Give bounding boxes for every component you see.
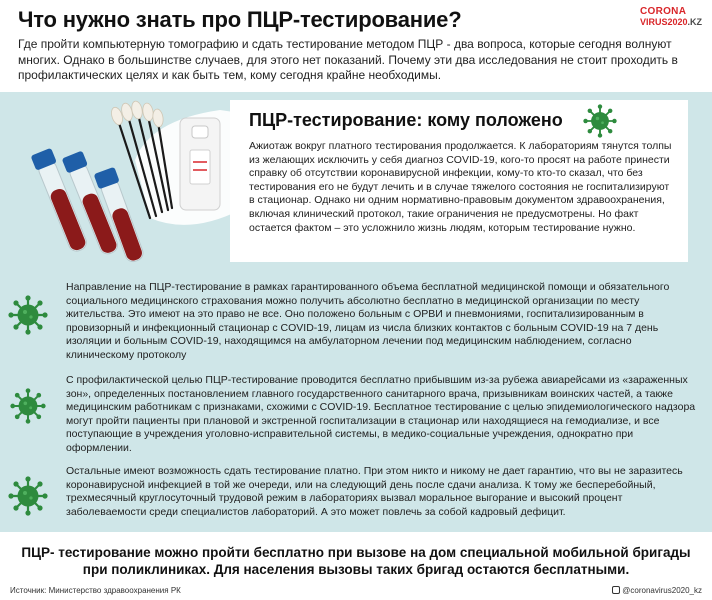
virus-icon bbox=[8, 476, 48, 516]
virus-icon bbox=[583, 104, 617, 138]
logo-line2-suffix: .KZ bbox=[687, 17, 702, 27]
paragraph-free-referral: Направление на ПЦР-тестирование в рамках гарантированного объема бесплатной медицинской помощи и обязательного социального медицинского страхования можно получить абсолютно бесплатно в медицинской организации по месту жительства. Это имеют на это право не все. Оно положено больным с ОРВИ и пневмониями, госпитализированным в провизорный и инфекционный стационар с COVID-19, лицам из числа близких контактов с больным COVID-19 на 7 день изоляции и больным COVID-19, находящимся на амбулаторном лечении под медицинским наблюдением, согласно клиническому протоколу bbox=[66, 281, 670, 361]
card-title: ПЦР-тестирование: кому положено bbox=[249, 110, 563, 130]
footer-handle-text: @coronavirus2020_kz bbox=[622, 586, 702, 595]
footer-handle bbox=[612, 586, 702, 595]
page-title: Что нужно знать про ПЦР-тестирование? bbox=[18, 7, 462, 32]
footer-source: Источник: Министерство здравоохранения РК bbox=[10, 586, 181, 595]
paragraph-paid-testing: Остальные имеют возможность сдать тестирование платно. При этом никто и никому не дает гарантию, что вы не заразитесь коронавирусной инфекцией в той же очереди, или на следующий день после сдачи анализа. К тому же бесперебойный, трехмесячный круглосуточный трудовой режим в лабораториях вызвал моральное выгорание и высокий процент заболеваемости среди специалистов лабораторий. А это может повлечь за собой кадровый дефицит. bbox=[66, 465, 683, 518]
instagram-icon bbox=[612, 586, 620, 594]
paragraph-preventive-testing: С профилактической целью ПЦР-тестирование проводится бесплатно прибывшим из-за рубежа авиарейсами из «зараженных зон», определенных постановлением главного государственного санитарного врача, призывникам воинских частей, а также медицинским работникам с признаками, схожими с COVID-19. Бесплатное тестирование с целью эпидемиологического надзора могут пройти пациенты при плановой и экстренной госпитализации в стационар или находящиеся на гемодиализе, и все поступающие в учреждения уголовно-исправительной системы, в медико-социальные учреждения, однократно при оформлении. bbox=[66, 374, 696, 454]
virus-icon bbox=[10, 388, 46, 424]
virus-icon bbox=[8, 295, 48, 335]
card-text: Ажиотаж вокруг платного тестирования продолжается. К лабораториям тянутся толпы из желающих исключить у себя диагноз COVID-19, кого-то просят на работе принести справку об отсутствии коронавирусной инфекции, кому-то кто-то сказал, что без тестирования его не будут лечить и в случае тяжелого состояния не госпитализируют в стационар. Однако ни одним нормативно-правовым документом здравоохранения, включая клинический протокол, такие ограничения не предусмотрены. Но факт остается фактом – это усложнило жизнь людям, которым тестирование нужно. bbox=[249, 140, 672, 234]
intro-text: Где пройти компьютерную томографию и сдать тестирование методом ПЦР - два вопроса, которые сегодня волнуют многих. Однако в большинстве случаев, для этого нет показаний. Почему эти два исследования не стоит проходить в профилактических целях и как быть тем, кому сегодня крайне необходимы. bbox=[18, 37, 678, 82]
logo bbox=[640, 6, 702, 28]
logo-line2-main: VIRUS2020 bbox=[639, 17, 688, 27]
bottom-note: ПЦР- тестирование можно пройти бесплатно при вызове на дом специальной мобильной бригады при поликлиниках. Для населения вызовы таких бригад остаются бесплатными. bbox=[21, 545, 691, 577]
header bbox=[0, 0, 712, 92]
logo-line1: CORONA bbox=[639, 6, 687, 17]
logo-line2 bbox=[640, 17, 702, 28]
